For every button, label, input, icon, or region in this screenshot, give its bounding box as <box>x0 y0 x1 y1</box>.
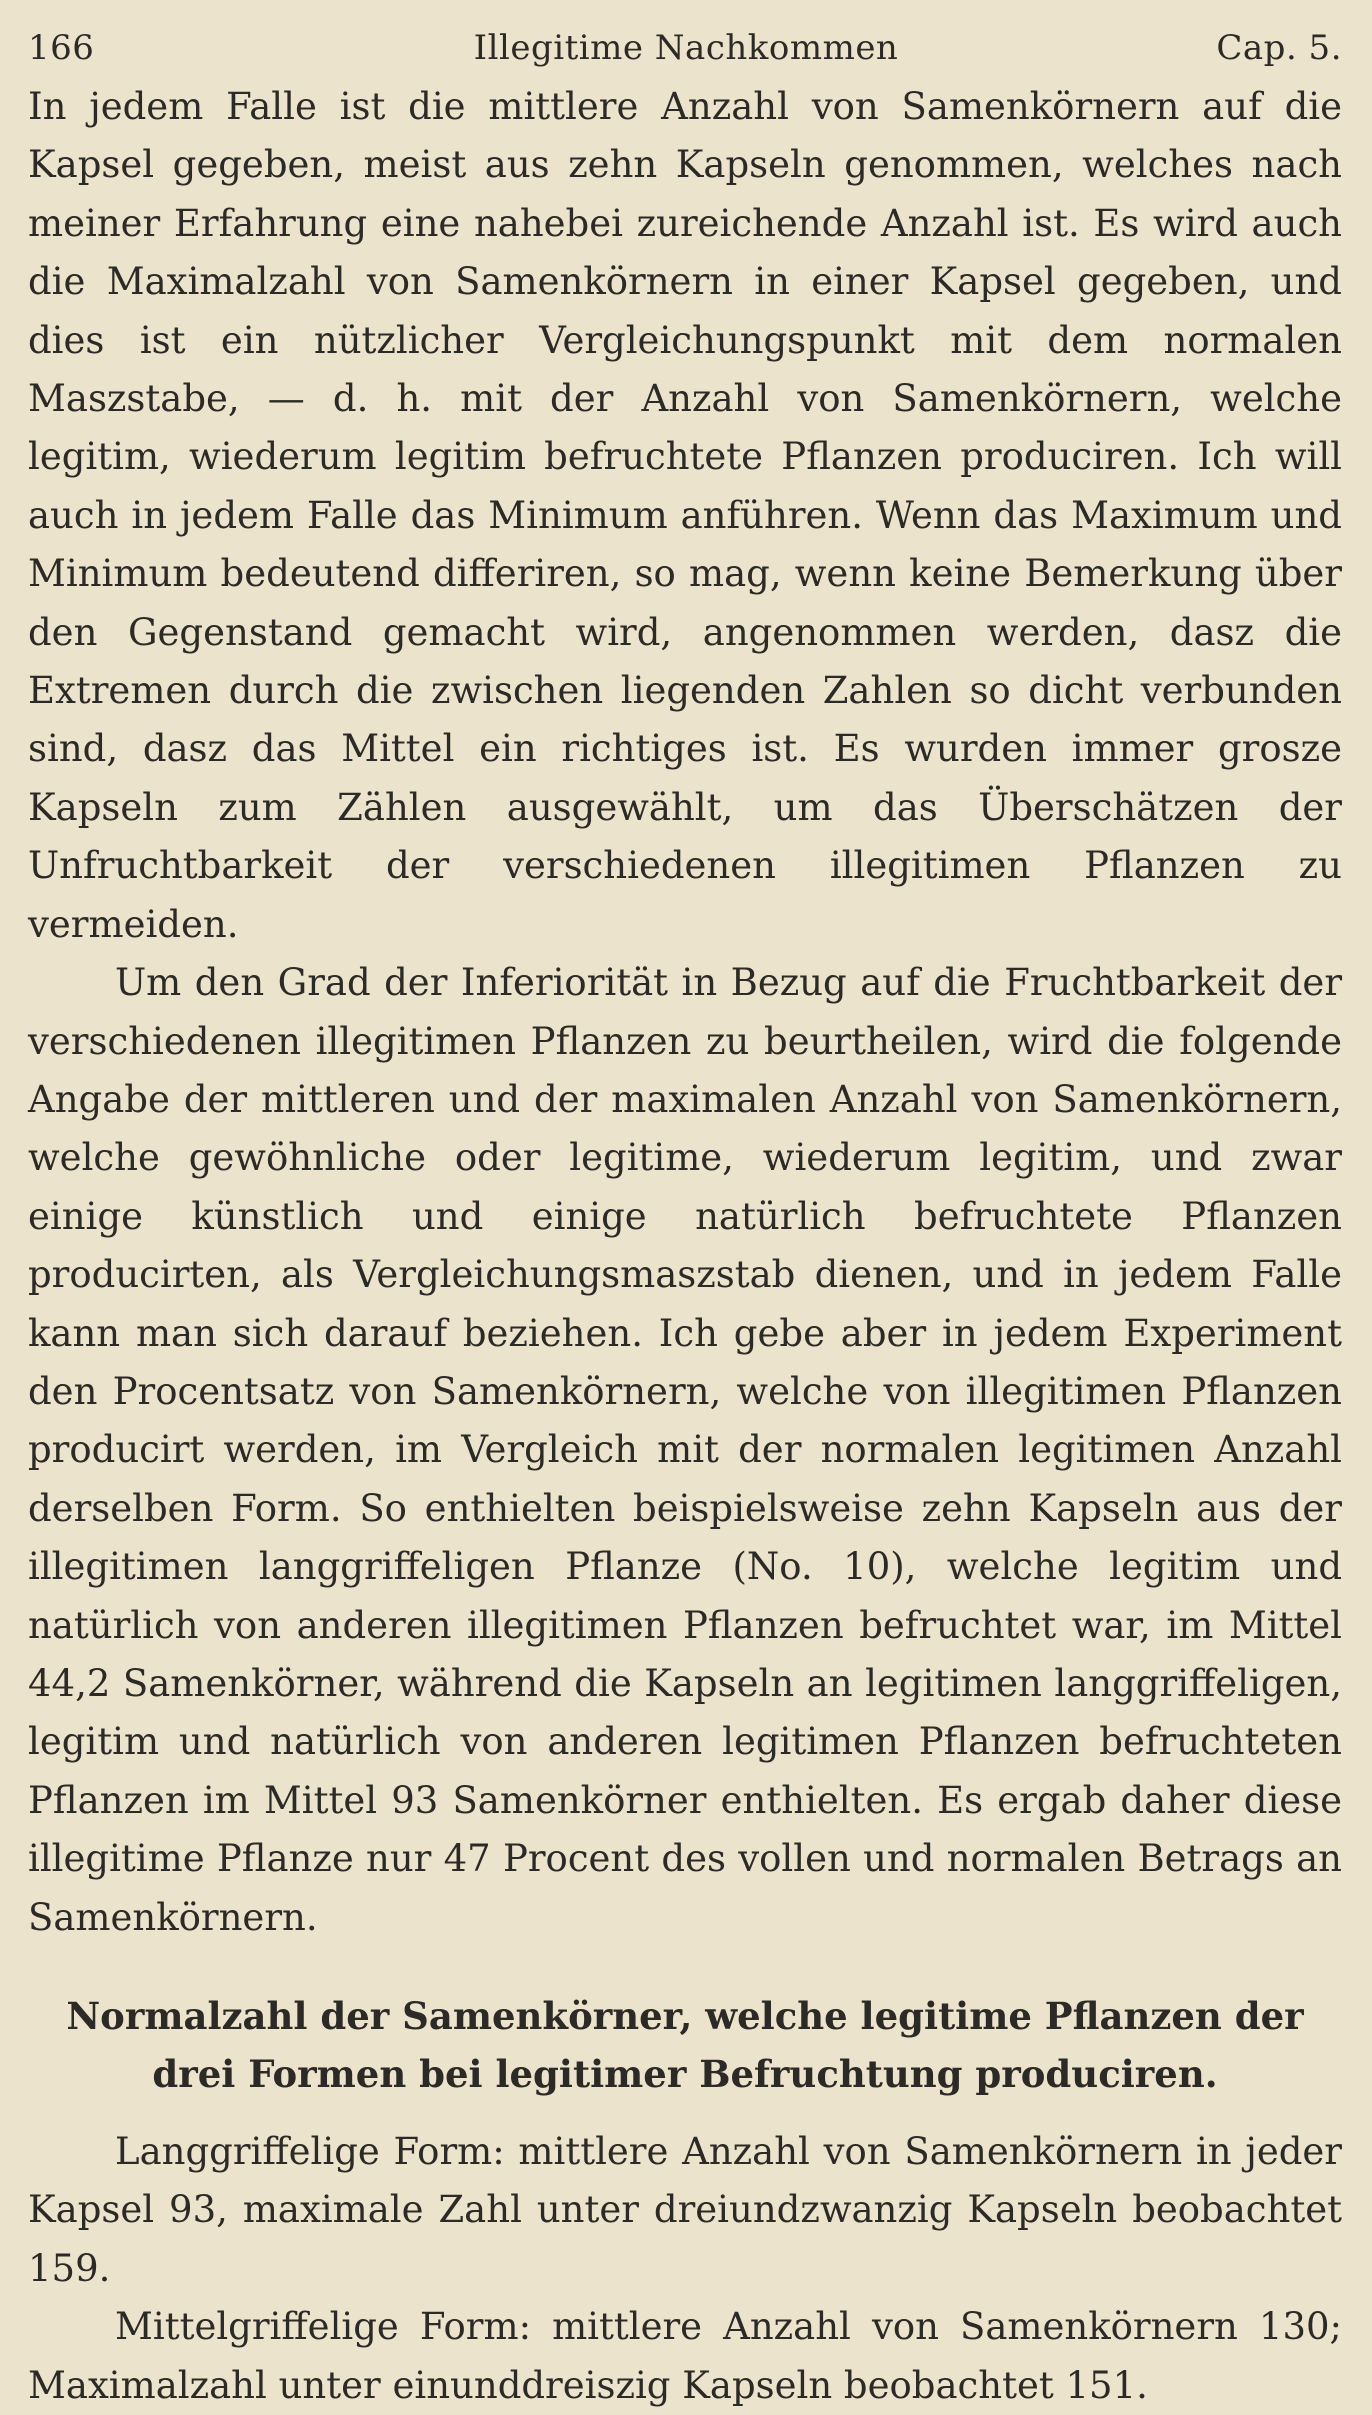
main-text <box>28 78 1342 2415</box>
section-heading <box>28 1987 1342 2103</box>
paragraph-2: Um den Grad der Inferiorität in Bezug auf die Fruchtbarkeit der verschiedenen illegitimen Pflanzen zu beurtheilen, wird die folgende Angabe der mittleren und der maximalen Anzahl von Samenkörnern, welche gewöhnliche oder legitime, wiederum legitim, und zwar einige künstlich und einige natürlich befruchtete Pflanzen producirten, als Vergleichungsmaszstab dienen, und in jedem Falle kann man sich darauf beziehen. Ich gebe aber in jedem Experiment den Procentsatz von Samenkörnern, welche von illegitimen Pflanzen producirt werden, im Vergleich mit der normalen legitimen Anzahl derselben Form. So enthielten beispielsweise zehn Kapseln aus der illegitimen langgriffeligen Pflanze (No. 10), welche legitim und natürlich von anderen illegitimen Pflanzen befruchtet war, im Mittel 44,2 Samenkörner, während die Kapseln an legitimen langgriffeligen, legitim und natürlich von anderen legitimen Pflanzen befruchteten Pflanzen im Mittel 93 Samenkörner enthielten. Es ergab daher diese illegitime Pflanze nur 47 Procent des vollen und normalen Betrags an Samenkörnern. <box>28 961 1342 1939</box>
section-heading-line-2: drei Formen bei legitimer Befruchtung produciren. <box>152 2052 1218 2096</box>
paragraph-1: In jedem Falle ist die mittlere Anzahl von Samenkörnern auf die Kapsel gegeben, meist aus zehn Kapseln genommen, welches nach meiner Erfahrung eine nahebei zureichende Anzahl ist. Es wird auch die Maximalzahl von Samenkörnern in einer Kapsel gegeben, und dies ist ein nützlicher Vergleichungspunkt mit dem normalen Maszstabe, — d. h. mit der Anzahl von Samenkörnern, welche legitim, wiederum legitim befruchtete Pflanzen produciren. Ich will auch in jedem Falle das Minimum anführen. Wenn das Maximum und Minimum bedeutend differiren, so mag, wenn keine Bemerkung über den Gegenstand gemacht wird, angenommen werden, dasz die Extremen durch die zwischen liegenden Zahlen so dicht verbunden sind, dasz das Mittel ein richtiges ist. Es wurden immer grosze Kapseln zum Zählen ausgewählt, um das Überschätzen der Unfruchtbarkeit der verschiedenen illegitimen Pflanzen zu vermeiden. <box>28 85 1342 946</box>
running-title: Illegitime Nachkommen <box>473 28 899 68</box>
paragraph-3: Langgriffelige Form: mittlere Anzahl von Samenkörnern in jeder Kapsel 93, maximale Zahl unter dreiundzwanzig Kapseln beobachtet 159. <box>28 2130 1342 2290</box>
chapter-label: Cap. 5. <box>1216 28 1342 68</box>
page-number: 166 <box>28 28 95 68</box>
paragraph-4: Mittelgriffelige Form: mittlere Anzahl von Samenkörnern 130; Maximalzahl unter einunddreiszig Kapseln beobachtet 151. <box>28 2305 1342 2407</box>
section-heading-line-1: Normalzahl der Samenkörner, welche legitime Pflanzen der <box>66 1994 1304 2038</box>
running-head <box>28 18 1342 78</box>
